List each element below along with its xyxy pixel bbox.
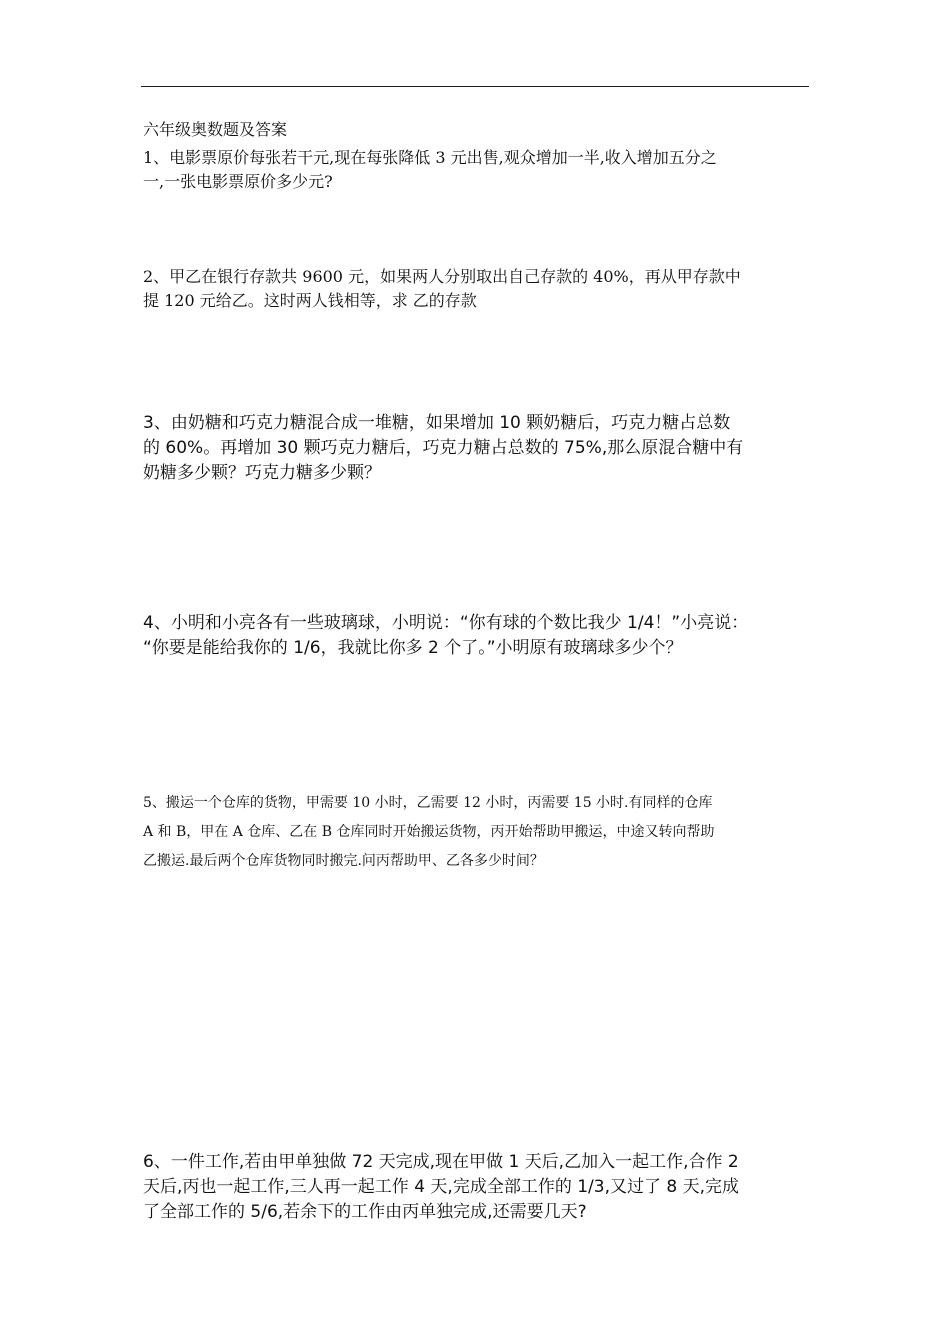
question-2-line-2: 提 120 元给乙。这时两人钱相等，求 乙的存款 bbox=[143, 291, 477, 310]
question-6-line-3: 了全部工作的 5/6,若余下的工作由丙单独完成,还需要几天? bbox=[143, 1202, 587, 1222]
question-1-line-2: 一,一张电影票原价多少元? bbox=[143, 172, 333, 191]
question-5-line-3: 乙搬运.最后两个仓库货物同时搬完.问丙帮助甲、乙各多少时间？ bbox=[143, 853, 544, 869]
question-3-line-2: 的 60%。再增加 30 颗巧克力糖后，巧克力糖占总数的 75%,那么原混合糖中有 bbox=[143, 438, 744, 458]
question-4-line-1: 4、小明和小亮各有一些玻璃球，小明说：“你有球的个数比我少 1/4！”小亮说： bbox=[143, 613, 749, 633]
question-1-line-1: 1、电影票原价每张若干元,现在每张降低 3 元出售,观众增加一半,收入增加五分之 bbox=[143, 148, 717, 167]
header-rule bbox=[141, 86, 809, 87]
question-6-line-2: 天后,丙也一起工作,三人再一起工作 4 天,完成全部工作的 1/3,又过了 8 天,完成 bbox=[143, 1177, 740, 1197]
question-3-line-1: 3、由奶糖和巧克力糖混合成一堆糖，如果增加 10 颗奶糖后，巧克力糖占总数 bbox=[143, 413, 731, 433]
document-title: 六年级奥数题及答案 bbox=[143, 120, 288, 139]
question-5-line-2: A 和 B，甲在 A 仓库、乙在 B 仓库同时开始搬运货物，丙开始帮助甲搬运，中途又转向帮助 bbox=[143, 824, 715, 840]
question-2-line-1: 2、甲乙在银行存款共 9600 元，如果两人分别取出自己存款的 40%，再从甲存款中 bbox=[143, 267, 741, 286]
question-3-line-3: 奶糖多少颗？巧克力糖多少颗？ bbox=[143, 463, 381, 483]
question-6-line-1: 6、一件工作,若由甲单独做 72 天完成,现在甲做 1 天后,乙加入一起工作,合作 2 bbox=[143, 1152, 739, 1172]
question-4-line-2: “你要是能给我你的 1/6，我就比你多 2 个了。”小明原有玻璃球多少个？ bbox=[143, 638, 683, 658]
question-5-line-1: 5、搬运一个仓库的货物，甲需要 10 小时，乙需要 12 小时，丙需要 15 小时.有同样的仓库 bbox=[143, 795, 713, 811]
